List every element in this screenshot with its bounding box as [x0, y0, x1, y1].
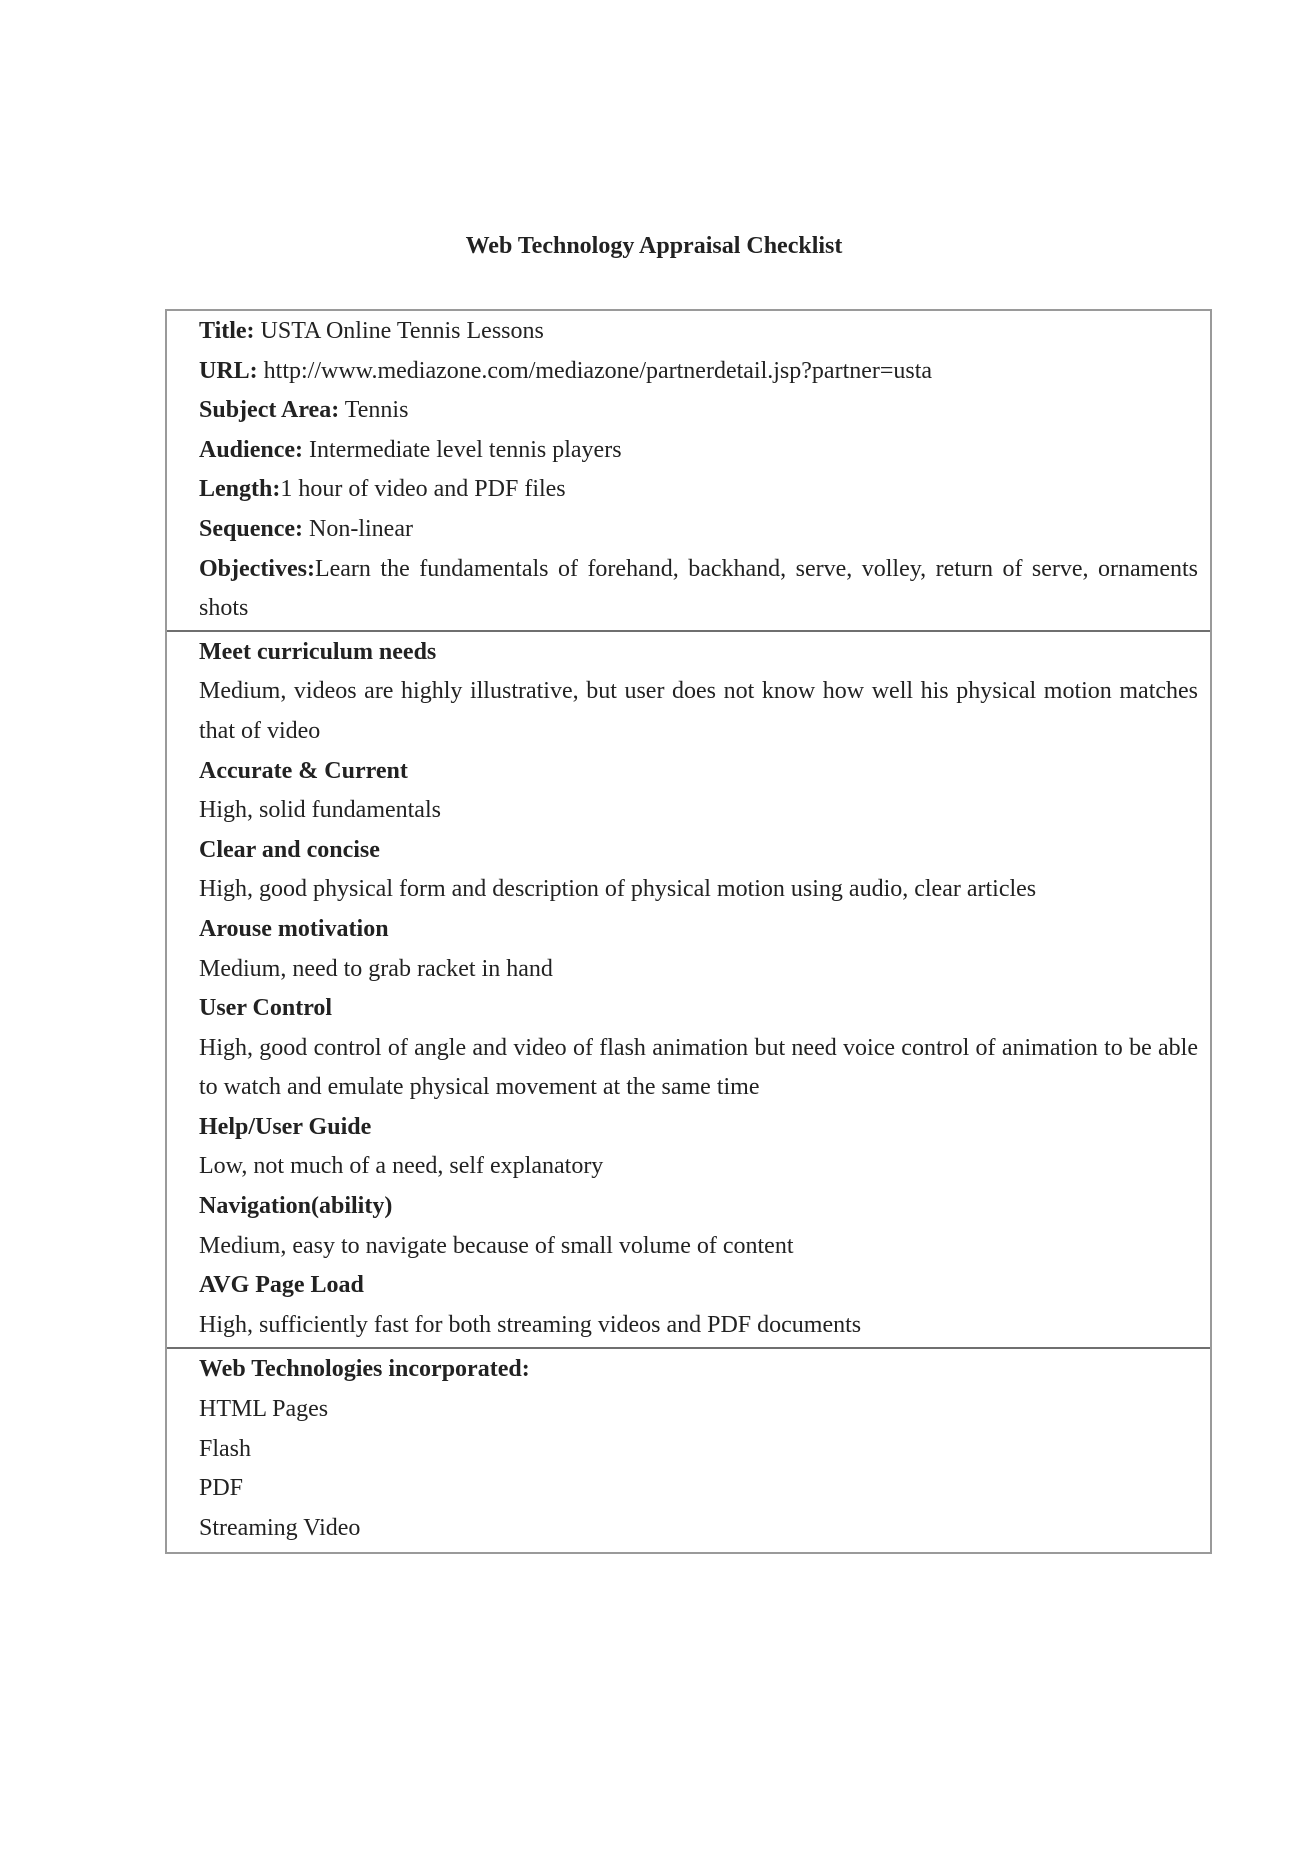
url-label: URL: [199, 357, 258, 384]
length-label: Length: [199, 476, 281, 503]
criterion-text: High, solid fundamentals [199, 797, 441, 824]
checklist-table [165, 309, 1212, 1554]
criterion-text: High, good control of angle and video of flash animation but need voice control of animation to be able to watch and emulate physical movement at the same time [199, 1034, 1198, 1101]
sequence-value: Non-linear [303, 515, 413, 542]
criterion-text: Low, not much of a need, self explanatory [199, 1153, 604, 1180]
technology-item: Streaming Video [199, 1514, 361, 1541]
criterion-heading: Navigation(ability) [199, 1193, 393, 1220]
criterion-heading: Clear and concise [199, 836, 380, 863]
title-row [199, 312, 1198, 352]
criterion-heading: Arouse motivation [199, 915, 389, 942]
audience-row [199, 431, 1198, 471]
length-row [199, 470, 1198, 510]
criterion-heading: Accurate & Current [199, 757, 408, 784]
sequence-label: Sequence: [199, 515, 303, 542]
audience-label: Audience: [199, 436, 303, 463]
technologies-heading: Web Technologies incorporated: [199, 1356, 530, 1383]
criterion-text: High, good physical form and description of physical motion using audio, clear articles [199, 876, 1037, 903]
subject-area-value: Tennis [339, 397, 409, 424]
audience-value: Intermediate level tennis players [303, 436, 622, 463]
objectives-row [199, 550, 1198, 629]
criterion-heading: User Control [199, 995, 333, 1022]
criterion-text: Medium, easy to navigate because of small volume of content [199, 1232, 794, 1259]
criterion-text: Medium, need to grab racket in hand [199, 955, 553, 982]
length-value: 1 hour of video and PDF files [280, 476, 566, 503]
criterion-text: High, sufficiently fast for both streaming videos and PDF documents [199, 1311, 862, 1338]
technology-item: PDF [199, 1475, 244, 1502]
objectives-label: Objectives: [199, 555, 315, 582]
subject-area-row [199, 391, 1198, 431]
document-title: Web Technology Appraisal Checklist [465, 233, 843, 259]
sequence-row [199, 510, 1198, 550]
title-label: Title: [199, 318, 255, 344]
criterion-heading: Help/User Guide [199, 1113, 372, 1140]
url-row [199, 352, 1198, 392]
criterion-text: Medium, videos are highly illustrative, but user does not know how well his physical motion matches that of video [199, 678, 1198, 744]
criteria-section [167, 630, 1210, 1348]
subject-area-label: Subject Area: [199, 397, 340, 424]
url-value: http://www.mediazone.com/mediazone/partnerdetail.jsp?partner=usta [257, 357, 933, 384]
technology-item: Flash [199, 1435, 252, 1462]
criterion-heading: Meet curriculum needs [199, 638, 437, 665]
technologies-section [167, 1347, 1210, 1552]
criterion-heading: AVG Page Load [199, 1272, 364, 1299]
objectives-value: Learn the fundamentals of forehand, backhand, serve, volley, return of serve, ornaments shots [199, 555, 1198, 622]
technology-item: HTML Pages [199, 1396, 329, 1423]
resource-info-section [167, 311, 1210, 630]
title-value: USTA Online Tennis Lessons [254, 318, 544, 344]
